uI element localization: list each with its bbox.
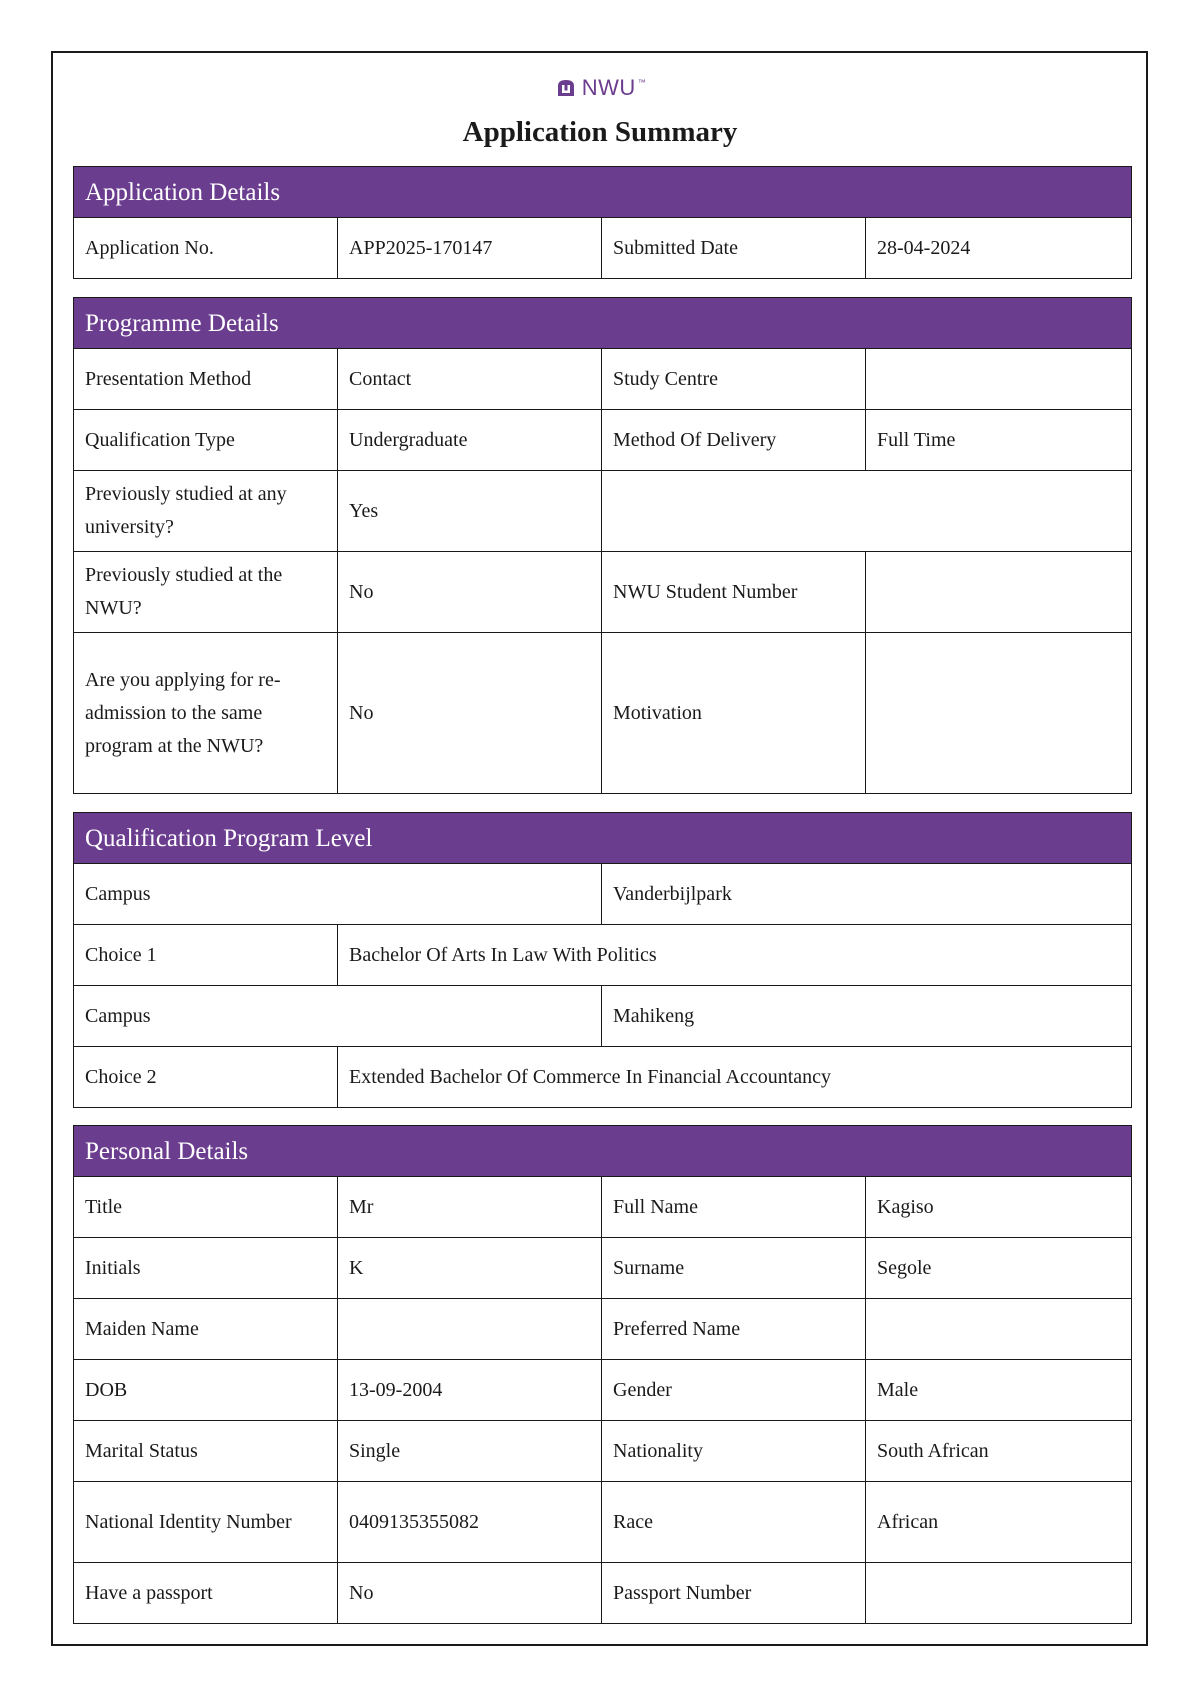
field-label: Previously studied at the NWU? (74, 552, 338, 633)
brand-trademark: ™ (637, 78, 647, 87)
field-label: Application No. (74, 218, 338, 279)
table-row (74, 1360, 1132, 1421)
previously-studied-university-value: Yes (338, 471, 602, 552)
personal-details-table (73, 1125, 1132, 1624)
application-details-table (73, 166, 1132, 279)
field-label: Previously studied at any university? (74, 471, 338, 552)
section-header-qualification-level: Qualification Program Level (74, 813, 1132, 864)
campus-choice1-value: Vanderbijlpark (602, 864, 1132, 925)
field-label: Presentation Method (74, 349, 338, 410)
empty-cell (602, 471, 1132, 552)
nwu-logo (0, 72, 1200, 104)
field-label: National Identity Number (74, 1482, 338, 1563)
campus-choice2-value: Mahikeng (602, 986, 1132, 1047)
table-row (74, 1177, 1132, 1238)
motivation-value (866, 633, 1132, 794)
field-value: Segole (866, 1238, 1132, 1299)
field-label: Marital Status (74, 1421, 338, 1482)
field-label: Initials (74, 1238, 338, 1299)
brand-name: NWU (581, 75, 636, 100)
readmission-value: No (338, 633, 602, 794)
field-value: 13-09-2004 (338, 1360, 602, 1421)
field-label: DOB (74, 1360, 338, 1421)
field-value (866, 1299, 1132, 1360)
field-label: Passport Number (602, 1563, 866, 1624)
submitted-date-value: 28-04-2024 (866, 218, 1132, 279)
field-label: Surname (602, 1238, 866, 1299)
field-value (866, 1563, 1132, 1624)
field-label: Race (602, 1482, 866, 1563)
field-label: Gender (602, 1360, 866, 1421)
field-label: Choice 1 (74, 925, 338, 986)
field-value: K (338, 1238, 602, 1299)
section-header-application-details: Application Details (74, 167, 1132, 218)
previously-studied-nwu-value: No (338, 552, 602, 633)
field-value: South African (866, 1421, 1132, 1482)
field-label: Title (74, 1177, 338, 1238)
presentation-method-value: Contact (338, 349, 602, 410)
field-value: 0409135355082 (338, 1482, 602, 1563)
field-label: Maiden Name (74, 1299, 338, 1360)
field-value: No (338, 1563, 602, 1624)
field-value: Mr (338, 1177, 602, 1238)
field-label: Nationality (602, 1421, 866, 1482)
field-label: Campus (74, 986, 602, 1047)
qualification-type-value: Undergraduate (338, 410, 602, 471)
field-label: Are you applying for re-admission to the same program at the NWU? (74, 633, 338, 794)
nwu-emblem-icon (554, 76, 578, 100)
field-value: Single (338, 1421, 602, 1482)
application-number-value: APP2025-170147 (338, 218, 602, 279)
field-label: Submitted Date (602, 218, 866, 279)
choice2-value: Extended Bachelor Of Commerce In Financial Accountancy (338, 1047, 1132, 1108)
table-row (74, 1238, 1132, 1299)
choice1-value: Bachelor Of Arts In Law With Politics (338, 925, 1132, 986)
field-label: Method Of Delivery (602, 410, 866, 471)
page-title: Application Summary (462, 116, 738, 148)
field-value: Male (866, 1360, 1132, 1421)
field-value: Kagiso (866, 1177, 1132, 1238)
field-label: Have a passport (74, 1563, 338, 1624)
field-value (338, 1299, 602, 1360)
method-of-delivery-value: Full Time (866, 410, 1132, 471)
table-row (74, 1563, 1132, 1624)
nwu-student-number-value (866, 552, 1132, 633)
study-centre-value (866, 349, 1132, 410)
field-label: Motivation (602, 633, 866, 794)
field-label: Study Centre (602, 349, 866, 410)
field-value: African (866, 1482, 1132, 1563)
section-header-personal-details: Personal Details (74, 1126, 1132, 1177)
qualification-level-table (73, 812, 1132, 1108)
section-header-programme-details: Programme Details (74, 298, 1132, 349)
table-row (74, 1299, 1132, 1360)
programme-details-table (73, 297, 1132, 794)
table-row (74, 1482, 1132, 1563)
field-label: Qualification Type (74, 410, 338, 471)
field-label: Full Name (602, 1177, 866, 1238)
table-row (74, 1421, 1132, 1482)
field-label: Campus (74, 864, 602, 925)
field-label: Preferred Name (602, 1299, 866, 1360)
field-label: NWU Student Number (602, 552, 866, 633)
field-label: Choice 2 (74, 1047, 338, 1108)
